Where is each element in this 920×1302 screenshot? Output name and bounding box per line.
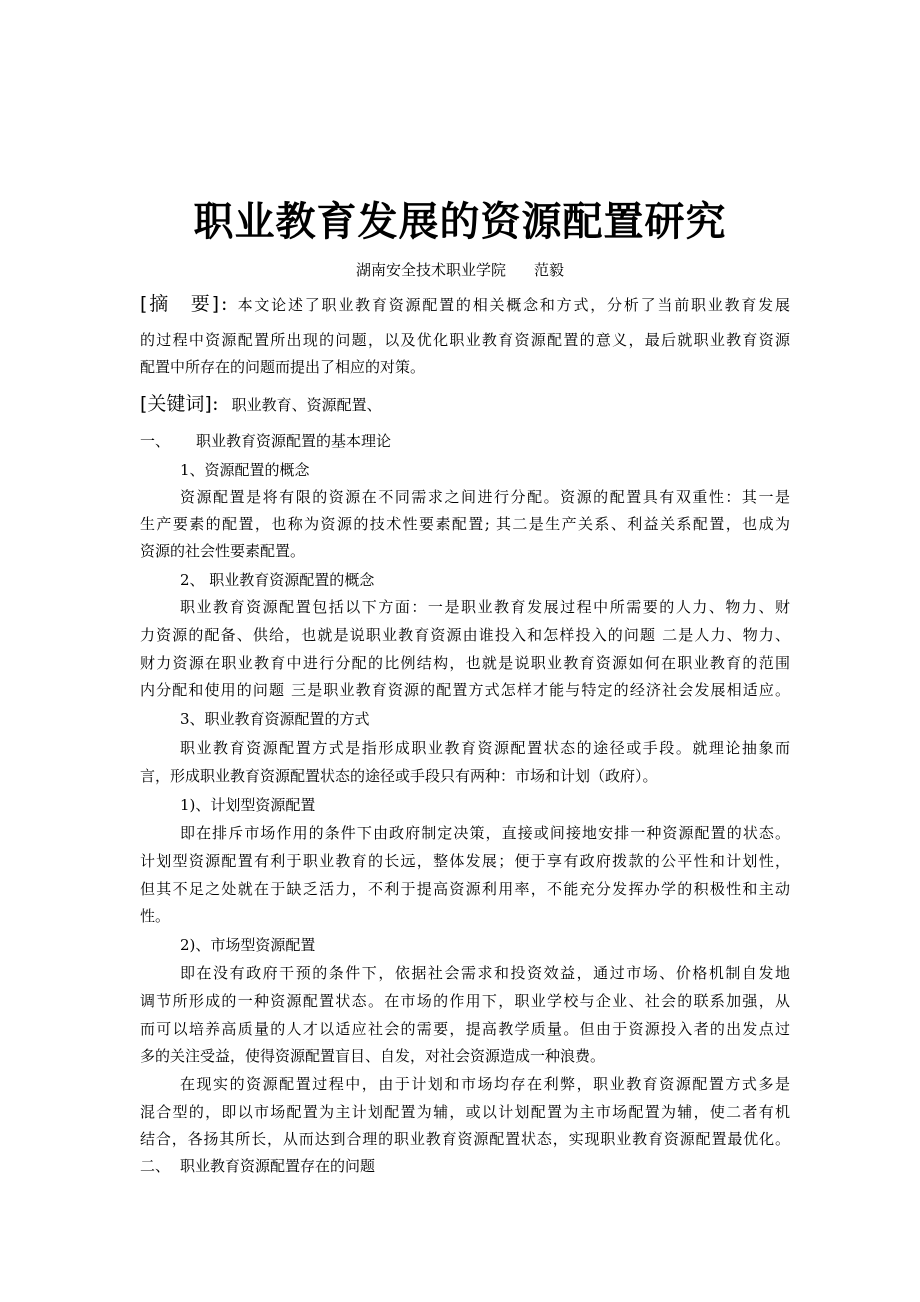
paragraph-line: 在现实的资源配置过程中，由于计划和市场均存在利弊，职业教育资源配置方式多是 [180,1075,790,1093]
abstract-line-2: 的过程中资源配置所出现的问题，以及优化职业教育资源配置的意义，最后就职业教育资源 [140,331,790,349]
abstract-line-3: 配置中所存在的问题而提出了相应的对策。 [140,358,426,376]
paragraph-line: 财力资源在职业教育中进行分配的比例结构，也就是说职业教育资源如何在职业教育的范围 [140,654,790,672]
section-2-number: 二、 [140,1157,171,1175]
abstract-colon: ： [219,296,238,314]
subsection-heading: 3、职业教育资源配置的方式 [180,710,370,728]
paragraph-line: 多的关注受益，使得资源配置盲目、自发，对社会资源造成一种浪费。 [140,1047,606,1065]
paragraph-line: 言，形成职业教育资源配置状态的途径或手段只有两种：市场和计划（政府）。 [140,767,658,785]
section-1-heading [140,426,790,456]
paragraph-line: 生产要素的配置，也称为资源的技术性要素配置; 其二是生产关系、利益关系配置，也成为 [140,515,790,533]
paragraph-line: 即在排斥市场作用的条件下由政府制定决策，直接或间接地安排一种资源配置的状态。 [180,824,790,842]
paragraph-line: 即在没有政府干预的条件下，依据社会需求和投资效益，通过市场、价格机制自发地 [180,964,790,982]
keywords-line [140,389,790,419]
section-1-title: 职业教育资源配置的基本理论 [196,432,392,450]
paragraph-line: 而可以培养高质量的人才以适应社会的需要，提高教学质量。但由于资源投入者的出发点过 [140,1020,790,1038]
paragraph-line: 结合，各扬其所长，从而达到合理的职业教育资源配置状态，实现职业教育资源配置最优化。 [140,1130,790,1148]
paragraph-line: 混合型的，即以市场配置为主计划配置为辅，或以计划配置为主市场配置为辅，使二者有机 [140,1103,790,1121]
paragraph-line: 性。 [140,907,171,925]
author-name: 范毅 [534,261,565,279]
paragraph-line: 调节所形成的一种资源配置状态。在市场的作用下，职业学校与企业、社会的联系加强，从 [140,992,790,1010]
keywords-label: [关键词] [140,393,212,415]
author-line [0,258,920,282]
section-2-heading [140,1151,790,1181]
paragraph-line: 内分配和使用的问题 三是职业教育资源的配置方式怎样才能与特定的经济社会发展相适应。 [140,681,790,699]
author-affiliation: 湖南安全技术职业学院 [355,261,506,279]
paragraph-line: 资源配置是将有限的资源在不同需求之间进行分配。资源的配置具有双重性：其一是 [180,488,790,506]
abstract-label: [摘 要] [140,293,219,315]
subsection-heading: 1、资源配置的概念 [180,461,310,479]
paragraph-line: 但其不足之处就在于缺乏活力，不利于提高资源利用率，不能充分发挥办学的积极性和主动 [140,880,790,898]
subsection-heading: 1)、计划型资源配置 [180,796,316,814]
paragraph-line: 职业教育资源配置包括以下方面：一是职业教育发展过程中所需要的人力、物力、财 [180,598,790,616]
abstract-text: 本文论述了职业教育资源配置的相关概念和方式，分析了当前职业教育发展 [237,296,790,314]
page-title: 职业教育发展的资源配置研究 [193,198,727,245]
keywords-text: 职业教育、资源配置、 [231,396,382,414]
subsection-heading: 2、 职业教育资源配置的概念 [180,571,375,589]
abstract-line-1 [140,289,790,319]
paragraph-line: 力资源的配备、供给，也就是说职业教育资源由谁投入和怎样投入的问题 二是人力、物力、 [140,626,790,644]
subsection-heading: 2)、市场型资源配置 [180,936,316,954]
section-2-title: 职业教育资源配置存在的问题 [180,1157,376,1175]
section-1-number: 一、 [140,432,171,450]
keywords-colon: ： [211,396,227,414]
paragraph-line: 资源的社会性要素配置。 [140,542,306,560]
paragraph-line: 计划型资源配置有利于职业教育的长远，整体发展；便于享有政府拨款的公平性和计划性， [140,852,790,870]
paragraph-line: 职业教育资源配置方式是指形成职业教育资源配置状态的途径或手段。就理论抽象而 [180,739,790,757]
